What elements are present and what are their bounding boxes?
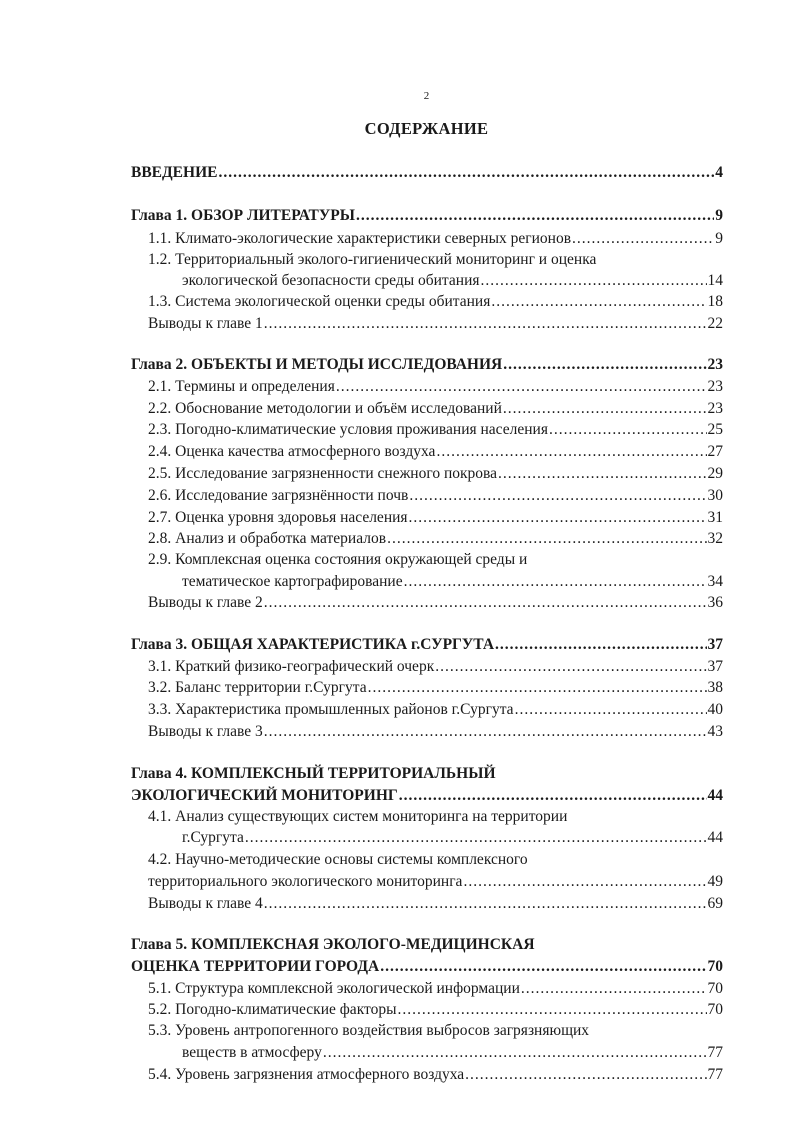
toc-page: 23 <box>707 400 723 417</box>
toc-label: 3.1. Краткий физико-географический очерк <box>148 658 435 675</box>
toc-page: 38 <box>707 679 723 696</box>
toc-page: 43 <box>707 723 723 740</box>
toc-entry-4-2[interactable] <box>148 873 723 891</box>
toc-page: 70 <box>707 958 723 975</box>
leader-dots <box>491 293 706 311</box>
toc-entry-2-5[interactable] <box>148 465 723 483</box>
toc-page: 36 <box>707 594 723 611</box>
toc-page: 31 <box>707 509 723 526</box>
toc-page: 44 <box>707 787 723 804</box>
toc-entry-conclusions-2[interactable] <box>148 594 723 612</box>
toc-label: 5.4. Уровень загрязнения атмосферного воздуха <box>148 1066 465 1083</box>
toc-page: 37 <box>707 636 723 653</box>
leader-dots <box>336 378 707 396</box>
toc-page: 25 <box>707 421 723 438</box>
leader-dots <box>218 164 714 182</box>
toc-page: 69 <box>707 895 723 912</box>
page-title: СОДЕРЖАНИЕ <box>364 119 489 138</box>
toc-page: 70 <box>707 980 723 997</box>
toc-page: 44 <box>707 829 723 846</box>
toc-entry-1-2-line1[interactable]: 1.2. Территориальный эколого-гигиенический мониторинг и оценка <box>148 251 597 268</box>
leader-dots <box>498 465 706 483</box>
toc-entry-chapter-5[interactable] <box>131 958 723 976</box>
leader-dots <box>503 400 707 418</box>
toc-entry-4-1[interactable] <box>182 829 723 847</box>
toc-label: веществ в атмосферу <box>182 1044 322 1061</box>
toc-entry-2-9[interactable] <box>182 573 723 591</box>
leader-dots <box>245 829 707 847</box>
toc-label: ВВЕДЕНИЕ <box>131 164 218 181</box>
leader-dots <box>323 1044 707 1062</box>
toc-entry-chapter-3[interactable] <box>131 636 723 654</box>
toc-label: 1.3. Система экологической оценки среды обитания <box>148 293 491 310</box>
toc-label: тематическое картографирование <box>182 573 403 590</box>
leader-dots <box>264 594 707 612</box>
toc-entry-5-1[interactable] <box>148 980 723 998</box>
leader-dots <box>399 787 707 805</box>
toc-entry-4-1-line1[interactable]: 4.1. Анализ существующих систем мониторинга на территории <box>148 808 568 825</box>
toc-entry-1-1[interactable] <box>148 230 723 248</box>
toc-label: Выводы к главе 3 <box>148 723 263 740</box>
toc-entry-5-4[interactable] <box>148 1066 723 1084</box>
toc-label: 2.5. Исследование загрязненности снежного покрова <box>148 465 498 482</box>
leader-dots <box>380 958 706 976</box>
toc-label: ОЦЕНКА ТЕРРИТОРИИ ГОРОДА <box>131 958 380 975</box>
toc-entry-chapter-5-line1[interactable]: Глава 5. КОМПЛЕКСНАЯ ЭКОЛОГО-МЕДИЦИНСКАЯ <box>131 936 535 953</box>
toc-label: Глава 3. ОБЩАЯ ХАРАКТЕРИСТИКА г.СУРГУТА <box>131 636 495 653</box>
leader-dots <box>264 895 707 913</box>
toc-page: 77 <box>707 1044 723 1061</box>
toc-page: 23 <box>707 356 723 373</box>
toc-page: 30 <box>707 487 723 504</box>
toc-label: 2.7. Оценка уровня здоровья населения <box>148 509 408 526</box>
leader-dots <box>515 701 707 719</box>
toc-entry-5-2[interactable] <box>148 1001 723 1019</box>
toc-label: 5.2. Погодно-климатические факторы <box>148 1001 397 1018</box>
toc-entry-4-2-line1[interactable]: 4.2. Научно-методические основы системы комплексного <box>148 851 528 868</box>
toc-label: 2.2. Обоснование методологии и объём исследований <box>148 400 502 417</box>
toc-label: 2.4. Оценка качества атмосферного воздуха <box>148 443 436 460</box>
toc-label: экологической безопасности среды обитания <box>182 272 480 289</box>
toc-label: 2.6. Исследование загрязнённости почв <box>148 487 409 504</box>
toc-label: г.Сургута <box>182 829 244 846</box>
leader-dots <box>409 487 706 505</box>
toc-page: 14 <box>707 272 723 289</box>
toc-label: 2.8. Анализ и обработка материалов <box>148 530 387 547</box>
toc-entry-3-2[interactable] <box>148 679 723 697</box>
toc-entry-chapter-4-line1[interactable]: Глава 4. КОМПЛЕКСНЫЙ ТЕРРИТОРИАЛЬНЫЙ <box>131 765 496 782</box>
leader-dots <box>398 1001 707 1019</box>
toc-entry-1-3[interactable] <box>148 293 723 311</box>
leader-dots <box>463 873 706 891</box>
leader-dots <box>572 230 714 248</box>
toc-label: 3.3. Характеристика промышленных районов г.Сургута <box>148 701 514 718</box>
toc-label: территориального экологического мониторинга <box>148 873 463 890</box>
toc-entry-2-7[interactable] <box>148 509 723 527</box>
toc-label: 1.1. Климато-экологические характеристики северных регионов <box>148 230 572 247</box>
toc-entry-3-3[interactable] <box>148 701 723 719</box>
toc-label: 2.1. Термины и определения <box>148 378 335 395</box>
toc-entry-5-3[interactable] <box>182 1044 723 1062</box>
leader-dots <box>435 658 706 676</box>
toc-entry-2-4[interactable] <box>148 443 723 461</box>
leader-dots <box>387 530 706 548</box>
toc-label: Выводы к главе 1 <box>148 315 263 332</box>
toc-entry-introduction[interactable] <box>131 164 723 182</box>
toc-entry-chapter-4[interactable] <box>131 787 723 805</box>
toc-page: 27 <box>707 443 723 460</box>
leader-dots <box>409 509 707 527</box>
toc-label: 5.1. Структура комплексной экологической информации <box>148 980 520 997</box>
toc-entry-conclusions-3[interactable] <box>148 723 723 741</box>
leader-dots <box>503 356 706 374</box>
toc-page: 18 <box>707 293 723 310</box>
toc-page: 4 <box>715 164 723 181</box>
toc-page: 23 <box>707 378 723 395</box>
leader-dots <box>481 272 707 290</box>
toc-label: Выводы к главе 4 <box>148 895 263 912</box>
toc-page: 70 <box>707 1001 723 1018</box>
leader-dots <box>495 636 706 654</box>
toc-label: 2.3. Погодно-климатические условия проживания населения <box>148 421 548 438</box>
toc-entry-chapter-2[interactable] <box>131 356 723 374</box>
leader-dots <box>368 679 707 697</box>
toc-entry-conclusions-1[interactable] <box>148 315 723 333</box>
leader-dots <box>264 315 707 333</box>
toc-entry-2-6[interactable] <box>148 487 723 505</box>
leader-dots <box>356 207 714 225</box>
toc-entry-1-2[interactable] <box>182 272 723 290</box>
toc-label: ЭКОЛОГИЧЕСКИЙ МОНИТОРИНГ <box>131 787 398 804</box>
toc-entry-3-1[interactable] <box>148 658 723 676</box>
toc-entry-conclusions-4[interactable] <box>148 895 723 913</box>
toc-entry-chapter-1[interactable] <box>131 207 723 225</box>
leader-dots <box>264 723 707 741</box>
leader-dots <box>436 443 706 461</box>
toc-page: 77 <box>707 1066 723 1083</box>
toc-label: Глава 1. ОБЗОР ЛИТЕРАТУРЫ <box>131 207 355 224</box>
leader-dots <box>549 421 707 439</box>
toc-page: 29 <box>707 465 723 482</box>
leader-dots <box>521 980 707 998</box>
toc-entry-2-1[interactable] <box>148 378 723 396</box>
toc-page: 9 <box>715 207 723 224</box>
leader-dots <box>465 1066 706 1084</box>
toc-page: 22 <box>707 315 723 332</box>
toc-page: 49 <box>707 873 723 890</box>
toc-page: 32 <box>707 530 723 547</box>
toc-entry-2-8[interactable] <box>148 530 723 548</box>
toc-label: Выводы к главе 2 <box>148 594 263 611</box>
toc-page: 37 <box>707 658 723 675</box>
toc-label: 3.2. Баланс территории г.Сургута <box>148 679 367 696</box>
toc-entry-2-9-line1[interactable]: 2.9. Комплексная оценка состояния окружающей среды и <box>148 551 528 568</box>
toc-page: 40 <box>707 701 723 718</box>
toc-page: 9 <box>715 230 723 247</box>
toc-label: Глава 2. ОБЪЕКТЫ И МЕТОДЫ ИССЛЕДОВАНИЯ <box>131 356 503 373</box>
leader-dots <box>404 573 707 591</box>
toc-entry-2-3[interactable] <box>148 421 723 439</box>
page-number: 2 <box>423 90 430 102</box>
toc-entry-2-2[interactable] <box>148 400 723 418</box>
toc-entry-5-3-line1[interactable]: 5.3. Уровень антропогенного воздействия выбросов загрязняющих <box>148 1022 590 1039</box>
toc-page: 34 <box>707 573 723 590</box>
